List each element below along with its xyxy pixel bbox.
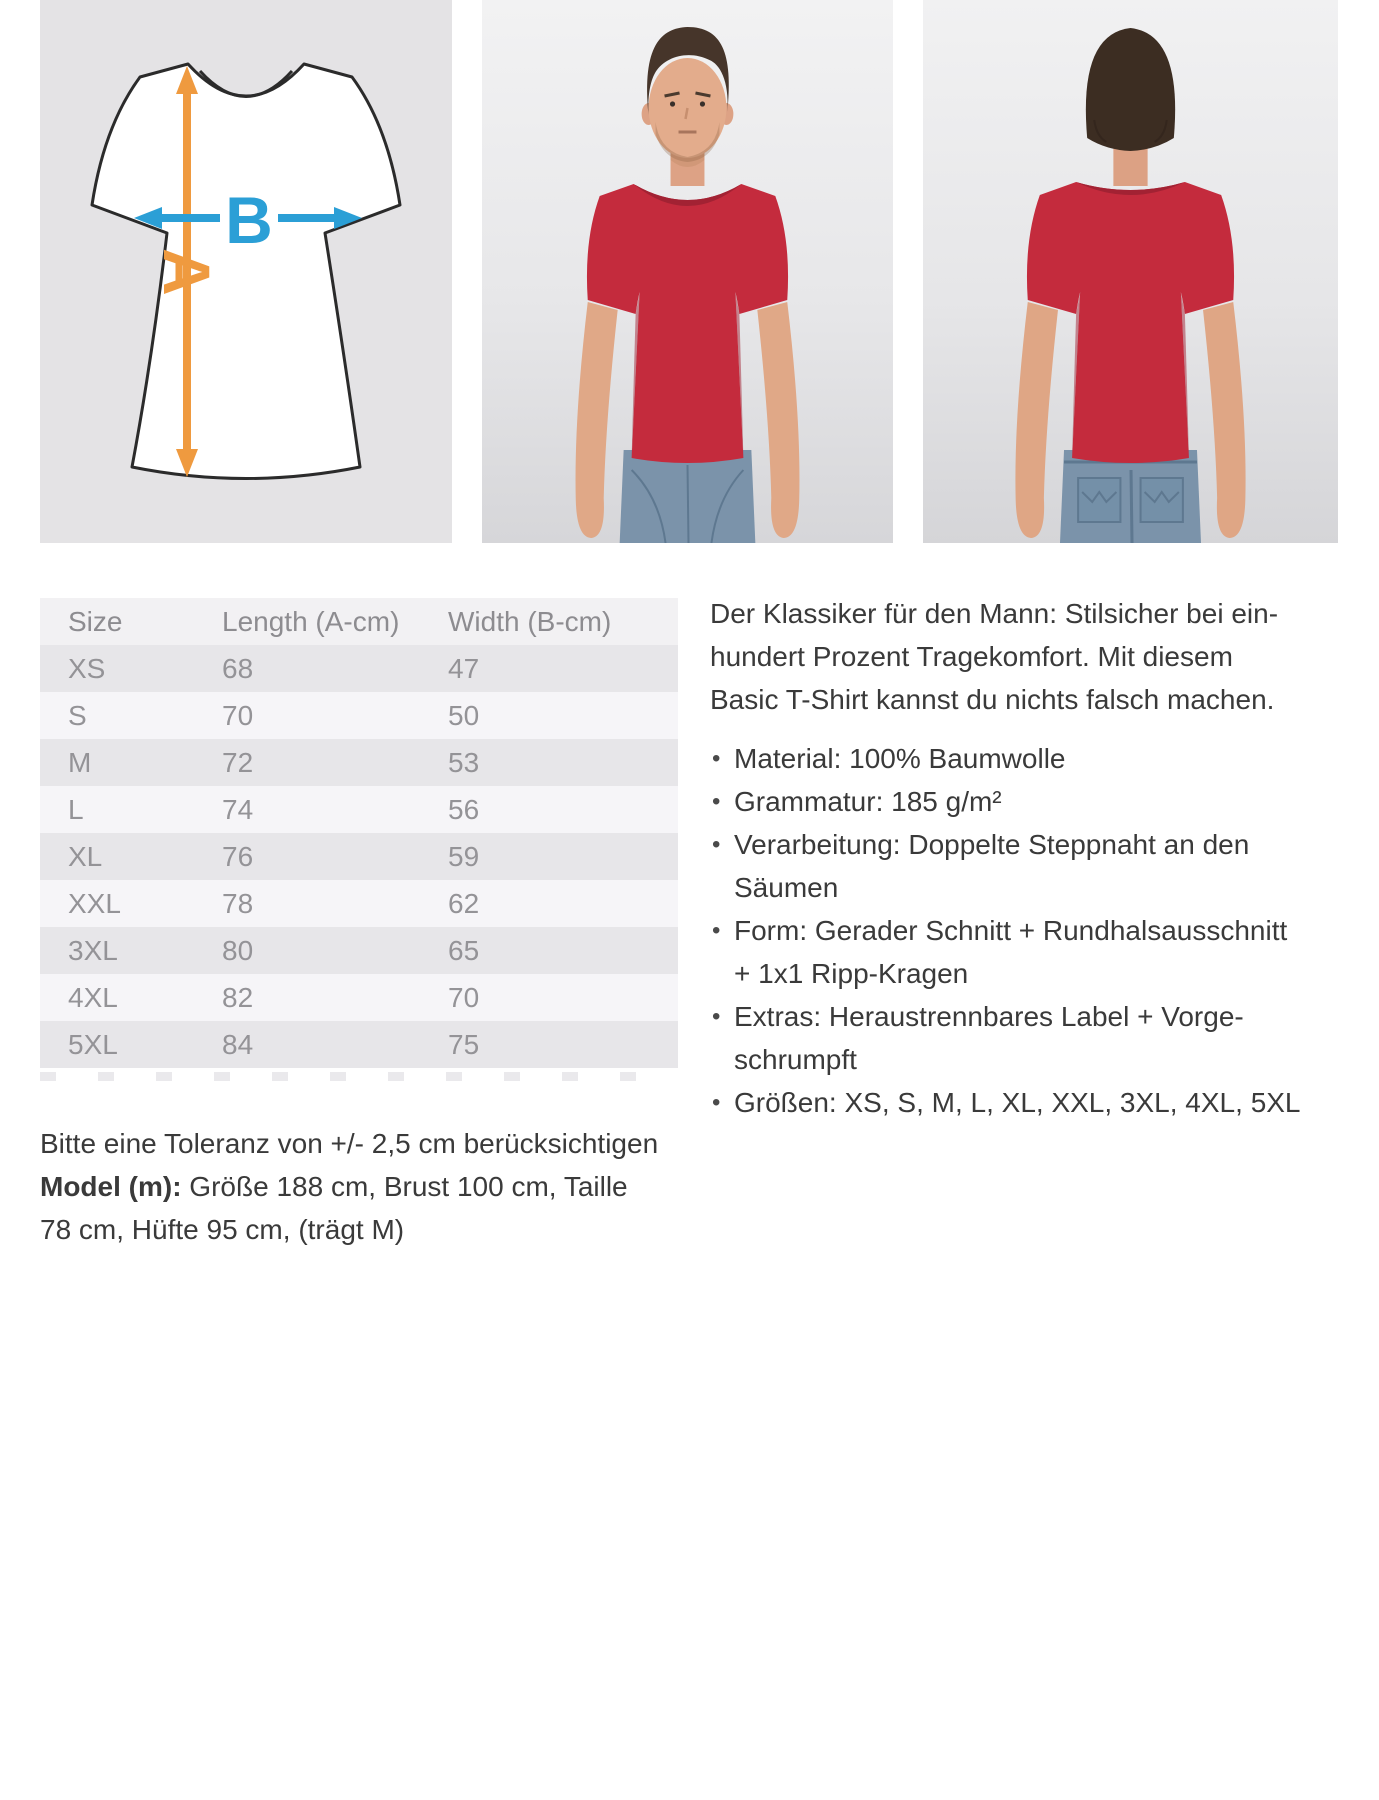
intro-line: Der Klassiker für den Mann: Stilsicher bei ein- <box>710 598 1279 629</box>
width-cell: 56 <box>448 793 480 825</box>
model-measurements-line2: 78 cm, Hüfte 95 cm, (trägt M) <box>40 1214 405 1245</box>
measurement-notes <box>40 1122 700 1251</box>
size-diagram-image[interactable] <box>40 0 452 543</box>
size-cell: 3XL <box>68 934 118 966</box>
width-cell: 70 <box>448 981 480 1013</box>
size-chart-table <box>40 598 678 1068</box>
size-cell: S <box>68 699 87 731</box>
size-cell: XL <box>68 840 103 872</box>
size-cell: 5XL <box>68 1028 118 1060</box>
table-row <box>40 880 678 927</box>
product-description <box>710 592 1350 1124</box>
size-cell: XS <box>68 652 106 684</box>
table-row <box>40 927 678 974</box>
table-row <box>40 1021 678 1068</box>
intro-line: hundert Prozent Tragekomfort. Mit diesem <box>710 641 1233 672</box>
table-clipped-row-remnant <box>40 1072 678 1081</box>
width-arrow-label: B <box>225 183 273 257</box>
length-cell: 80 <box>222 934 254 966</box>
model-measurements-line1: Model (m): Größe 188 cm, Brust 100 cm, Taille <box>40 1171 628 1202</box>
feature-item-grammatur: • Grammatur: 185 g/m² <box>710 780 1350 823</box>
product-feature-list <box>710 737 1350 1124</box>
length-cell: 70 <box>222 699 254 731</box>
table-row <box>40 739 678 786</box>
size-cell: M <box>68 746 92 778</box>
table-header-row <box>40 598 678 645</box>
model-front-illustration <box>482 0 893 543</box>
tolerance-note: Bitte eine Toleranz von +/- 2,5 cm berücksichtigen <box>40 1128 659 1159</box>
feature-item-material: • Material: 100% Baumwolle <box>710 737 1350 780</box>
width-cell: 47 <box>448 652 480 684</box>
tshirt-outline <box>92 64 400 479</box>
size-cell: L <box>68 793 84 825</box>
length-cell: 68 <box>222 652 254 684</box>
length-arrow-label: A <box>150 248 224 296</box>
width-cell: 50 <box>448 699 480 731</box>
feature-item-extras: • Extras: Heraustrennbares Label + Vorge- schrumpft <box>710 995 1350 1081</box>
length-cell: 78 <box>222 887 254 919</box>
intro-line: Basic T-Shirt kannst du nichts falsch machen. <box>710 684 1275 715</box>
size-cell: XXL <box>68 887 121 919</box>
length-cell: 74 <box>222 793 254 825</box>
length-cell: 84 <box>222 1028 254 1060</box>
feature-item-form: • Form: Gerader Schnitt + Rundhalsausschnitt + 1x1 Ripp-Kragen <box>710 909 1350 995</box>
table-row <box>40 974 678 1021</box>
table-row <box>40 833 678 880</box>
table-row <box>40 645 678 692</box>
model-back-illustration <box>923 0 1338 543</box>
width-cell: 75 <box>448 1028 480 1060</box>
description-intro <box>710 592 1350 721</box>
feature-item-verarbeitung: • Verarbeitung: Doppelte Steppnaht an den Säumen <box>710 823 1350 909</box>
length-cell: 82 <box>222 981 254 1013</box>
feature-item-groessen: • Größen: XS, S, M, L, XL, XXL, 3XL, 4XL, 5XL <box>710 1081 1350 1124</box>
model-back-photo[interactable] <box>923 0 1338 543</box>
table-row <box>40 786 678 833</box>
model-front-photo[interactable] <box>482 0 893 543</box>
header-width: Width (B-cm) <box>448 605 612 637</box>
length-cell: 76 <box>222 840 254 872</box>
tshirt-measurement-diagram <box>40 0 452 543</box>
length-cell: 72 <box>222 746 254 778</box>
header-length: Length (A-cm) <box>222 605 400 637</box>
width-cell: 59 <box>448 840 480 872</box>
width-cell: 65 <box>448 934 480 966</box>
header-size: Size <box>68 605 123 637</box>
width-cell: 53 <box>448 746 480 778</box>
width-cell: 62 <box>448 887 480 919</box>
model-label: Model (m): <box>40 1171 182 1202</box>
size-cell: 4XL <box>68 981 118 1013</box>
table-row <box>40 692 678 739</box>
